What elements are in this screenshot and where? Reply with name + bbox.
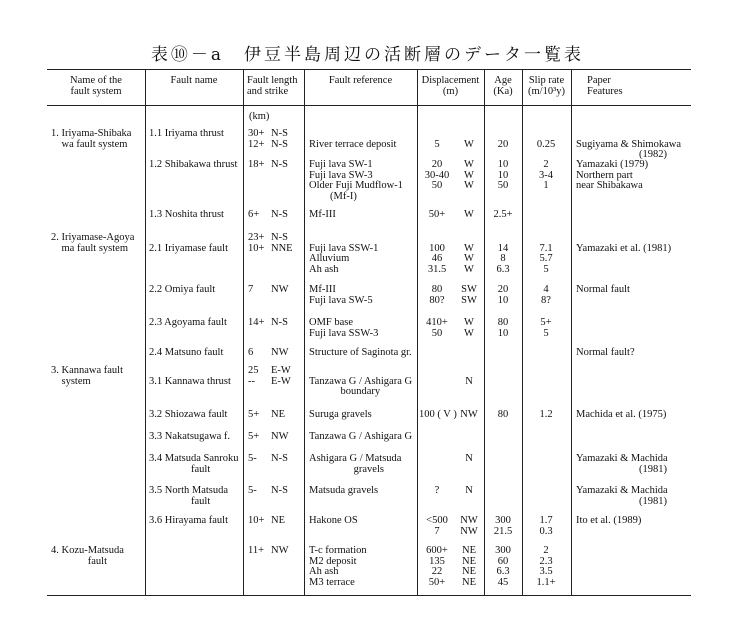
cell-ref: Ashigara G / Matsuda gravels: [309, 453, 402, 475]
cell-paper: Ito et al. (1989): [576, 515, 642, 526]
cell-paper: Sugiyama & Shimokawa (1982): [576, 138, 681, 160]
cell-dir: W: [464, 209, 474, 220]
cell-ref: T-c formation M2 deposit Ah ash M3 terrace: [309, 545, 367, 588]
cell-system: 3. Kannawa fault system: [51, 365, 124, 387]
cell-disp: 80 80?: [429, 284, 445, 306]
cell-disp: 600+ 135 22 50+: [426, 545, 448, 588]
cell-len: 14+: [248, 317, 265, 328]
cell-strike: N-S: [271, 453, 288, 464]
cell-strike: NW: [271, 284, 289, 295]
cell-strike: NE: [271, 515, 285, 526]
cell-dir: SW SW: [461, 284, 477, 306]
cell-dir: W W: [464, 317, 474, 339]
cell-age: 80: [497, 409, 509, 420]
cell-strike: E-W E-W: [271, 365, 291, 387]
cell-disp: 5: [434, 138, 440, 150]
column-divider: [484, 70, 485, 595]
cell-fault: 3.6 Hirayama fault: [149, 515, 229, 526]
cell-len: 11+: [248, 545, 265, 556]
cell-ref: Matsuda gravels: [309, 485, 379, 496]
cell-fault: 2.1 Iriyamase fault: [149, 242, 229, 254]
cell-strike: N-S: [271, 209, 288, 220]
cell-slip: 2 2.3 3.5 1.1+: [536, 545, 556, 588]
cell-disp: <500 7: [426, 515, 448, 537]
cell-disp: ?: [434, 485, 440, 496]
cell-system: 4. Kozu-Matsuda fault: [51, 545, 124, 567]
cell-strike: NE: [271, 409, 285, 420]
cell-strike: N-S: [271, 159, 288, 170]
cell-ref: Tanzawa G / Ashigara G boundary: [309, 375, 413, 397]
cell-disp: 100 46 31.5: [427, 242, 447, 275]
cell-dir: N: [465, 485, 473, 496]
cell-ref: Hakone OS: [309, 515, 358, 526]
header-displacement: Displacement (m): [421, 75, 480, 97]
cell-disp: 100 ( V ): [419, 409, 457, 420]
cell-strike: NW: [271, 431, 289, 442]
table-title: 表⑩－a 伊豆半島周辺の活断層のデータ一覧表: [150, 45, 585, 65]
cell-dir: W: [464, 138, 474, 150]
header-fault-name: Fault name: [170, 75, 218, 86]
cell-fault: 2.4 Matsuno fault: [149, 347, 224, 358]
cell-len: 23+ 10+: [248, 232, 265, 254]
cell-age: 80 10: [497, 317, 509, 339]
column-divider: [145, 70, 146, 595]
cell-paper: Yamazaki & Machida (1981): [576, 485, 668, 507]
cell-paper: Normal fault: [576, 284, 630, 295]
cell-ref: Tanzawa G / Ashigara G: [309, 431, 413, 442]
cell-strike: NW: [271, 347, 289, 358]
cell-age: 20: [497, 138, 509, 150]
cell-len: 5-: [248, 485, 257, 496]
cell-len: 6+: [248, 209, 260, 220]
cell-paper: Yamazaki & Machida (1981): [576, 453, 668, 475]
cell-ref: Mf-III: [309, 209, 336, 220]
cell-disp: 50+: [428, 209, 446, 220]
cell-ref: OMF base Fuji lava SSW-3: [309, 317, 379, 339]
cell-fault: 2.3 Agoyama fault: [149, 317, 227, 328]
cell-len: 25 --: [248, 365, 259, 387]
cell-paper: Yamazaki et al. (1981): [576, 242, 672, 254]
cell-fault: 1.3 Noshita thrust: [149, 209, 224, 220]
cell-ref: River terrace deposit: [309, 138, 397, 150]
cell-age: 20 10: [497, 284, 509, 306]
cell-system: 2. Iriyamase-Agoya ma fault system: [51, 232, 135, 254]
cell-fault: 3.4 Matsuda Sanroku fault: [149, 453, 239, 475]
cell-strike: N-S NNE: [271, 232, 293, 254]
cell-paper: Machida et al. (1975): [576, 409, 667, 420]
cell-disp: 20 30-40 50: [424, 159, 450, 191]
cell-slip: 4 8?: [541, 284, 551, 306]
column-divider: [304, 70, 305, 595]
cell-strike: N-S: [271, 317, 288, 328]
cell-dir: N: [465, 453, 473, 464]
cell-slip: 5+ 5: [540, 317, 552, 339]
cell-ref: Structure of Saginota gr.: [309, 347, 412, 358]
cell-fault: 1.2 Shibakawa thrust: [149, 159, 238, 170]
fault-data-table: [47, 69, 691, 596]
cell-slip: 2 3-4 1: [539, 159, 553, 191]
cell-paper: Normal fault?: [576, 347, 635, 358]
cell-strike: NW: [271, 545, 289, 556]
cell-len: 6: [248, 347, 254, 358]
column-divider: [417, 70, 418, 595]
cell-disp: 410+ 50: [426, 317, 448, 339]
cell-len: 7: [248, 284, 254, 295]
header-divider: [47, 105, 691, 106]
cell-len: 5+: [248, 409, 260, 420]
cell-dir: W W W: [464, 242, 474, 275]
cell-len: 30+ 12+: [248, 128, 265, 150]
cell-ref: Suruga gravels: [309, 409, 372, 420]
cell-slip: 1.7 0.3: [539, 515, 553, 537]
cell-paper: Yamazaki (1979) Northern part near Shibakawa: [576, 159, 649, 191]
cell-len: 5-: [248, 453, 257, 464]
cell-dir: NW: [460, 409, 478, 420]
header-system: Name of the fault system: [70, 75, 122, 97]
unit-label: (km): [249, 111, 270, 122]
column-divider: [243, 70, 244, 595]
cell-age: 300 60 6.3 45: [495, 545, 511, 588]
cell-ref: Mf-III Fuji lava SW-5: [309, 284, 373, 306]
cell-dir: N: [465, 375, 473, 387]
cell-fault: 2.2 Omiya fault: [149, 284, 216, 295]
cell-fault: 3.2 Shiozawa fault: [149, 409, 228, 420]
cell-age: 300 21.5: [493, 515, 513, 537]
cell-dir: NE NE NE NE: [462, 545, 476, 588]
cell-ref: Fuji lava SSW-1 Alluvium Ah ash: [309, 242, 379, 275]
cell-system: 1. Iriyama-Shibaka wa fault system: [51, 128, 132, 150]
cell-fault: 3.3 Nakatsugawa f.: [149, 431, 231, 442]
header-slip-rate: Slip rate (m/10³y): [528, 75, 565, 97]
cell-strike: N-S N-S: [271, 128, 288, 150]
header-paper: Paper Features: [587, 75, 623, 97]
cell-age: 10 10 50: [497, 159, 509, 191]
cell-age: 2.5+: [493, 209, 513, 220]
header-reference: Fault reference: [328, 75, 393, 86]
cell-slip: 1.2: [539, 409, 553, 420]
cell-fault: 1.1 Iriyama thrust: [149, 128, 224, 139]
cell-strike: N-S: [271, 485, 288, 496]
cell-slip: 0.25: [536, 138, 556, 150]
cell-ref: Fuji lava SW-1 Fuji lava SW-3 Older Fuji Mudflow-1 (Mf-I): [309, 159, 403, 202]
cell-age: 14 8 6.3: [496, 242, 510, 275]
cell-dir: NW NW: [460, 515, 478, 537]
header-age: Age (Ka): [493, 75, 513, 97]
header-length: Fault length and strike: [247, 75, 298, 97]
cell-slip: 7.1 5.7 5: [539, 242, 553, 275]
cell-fault: 3.1 Kannawa thrust: [149, 375, 231, 387]
cell-len: 10+: [248, 515, 265, 526]
cell-len: 5+: [248, 431, 260, 442]
column-divider: [571, 70, 572, 595]
cell-len: 18+: [248, 159, 265, 170]
cell-dir: W W W: [464, 159, 474, 191]
cell-fault: 3.5 North Matsuda fault: [149, 485, 229, 507]
